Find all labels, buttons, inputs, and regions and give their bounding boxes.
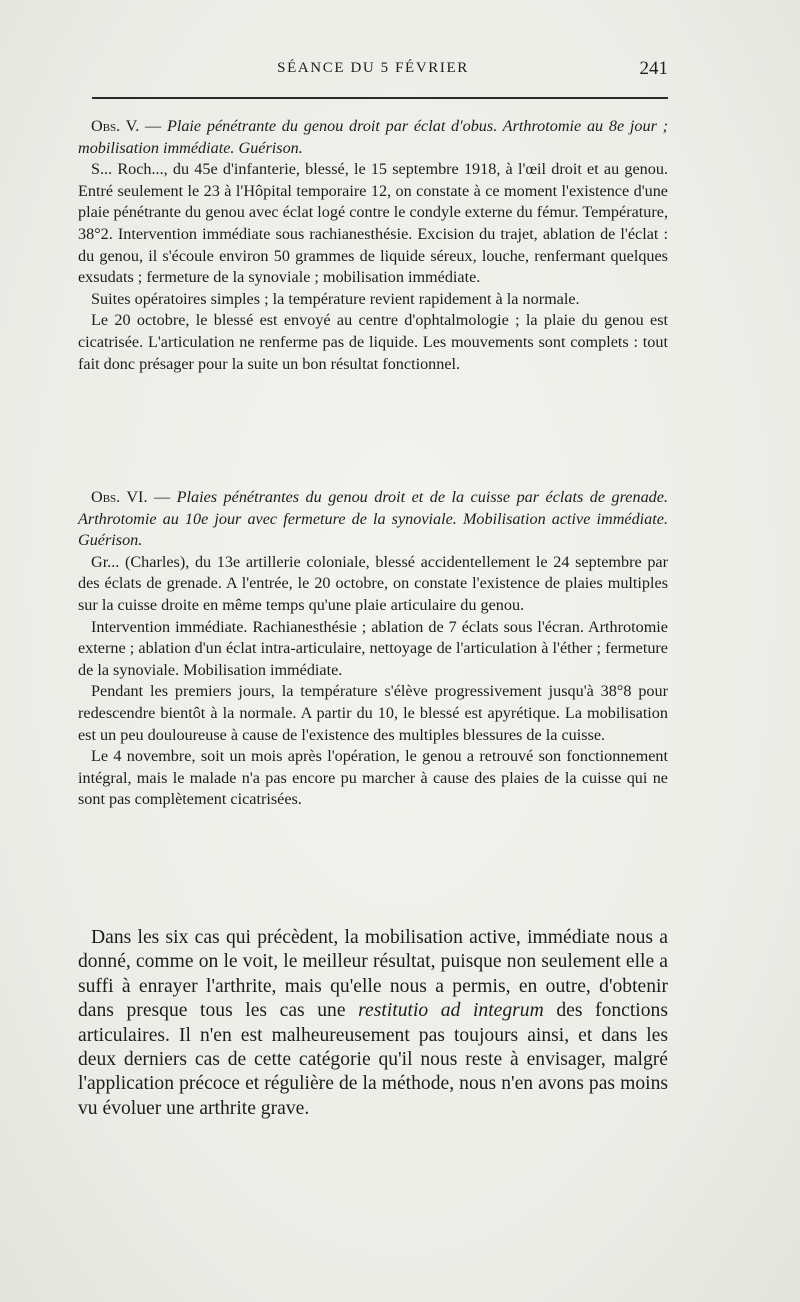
- page-header: [78, 58, 668, 86]
- running-head: SÉANCE DU 5 FÉVRIER: [277, 60, 469, 76]
- observation-vi-title: [78, 487, 668, 552]
- conclusion-latin-phrase: restitutio ad integrum: [358, 1000, 544, 1022]
- header-rule: [92, 97, 668, 99]
- conclusion-text-start: Dans les six cas qui précèdent, la mobilisation active, immédiate nous a donné, comme on le voit, le meilleur résultat, puisque non seulement elle a suffi à enrayer l'arthrite, mais qu'elle nous a permis, en outre, d'obtenir dans presque tous les cas une: [78, 927, 668, 1022]
- observation-v-paragraph: Le 20 octobre, le blessé est envoyé au centre d'ophtalmologie ; la plaie du genou est cicatrisée. L'articulation ne renferme pas de liquide. Les mouvements sont complets : tout fait donc présager pour la suite un bon résultat fonctionnel.: [78, 311, 668, 373]
- observation-vi-paragraph: Le 4 novembre, soit un mois après l'opération, le genou a retrouvé son fonctionnement intégral, mais le malade n'a pas encore pu marcher à cause des plaies de la cuisse qui ne sont pas complètement cicatrisées.: [78, 747, 668, 809]
- observation-vi-paragraph: Pendant les premiers jours, la température s'élève progressivement jusqu'à 38°8 pour redescendre bientôt à la normale. A partir du 10, le blessé est apyrétique. La mobilisation est un peu douloureuse à cause de l'existence des multiples blessures de la cuisse.: [78, 682, 668, 744]
- observation-vi-heading: Plaies pénétrantes du genou droit et de la cuisse par éclats de grenade. Arthrotomie au 10e jour avec fermeture de la synoviale. Mobilisation active immédiate. Guérison.: [78, 488, 668, 550]
- observation-v-heading: Plaie pénétrante du genou droit par éclat d'obus. Arthrotomie au 8e jour ; mobilisation immédiate. Guérison.: [78, 117, 668, 157]
- observation-v-label: Obs. V. —: [91, 117, 162, 135]
- page-number: 241: [639, 58, 668, 79]
- observation-v-title: [78, 116, 668, 159]
- conclusion-paragraph: [78, 926, 668, 1121]
- conclusion-section: [78, 926, 668, 1121]
- conclusion-text-end: des fonctions articulaires. Il n'en est malheureusement pas toujours ainsi, et dans les deux derniers cas de cette catégorie qu'il nous reste à envisager, malgré l'application précoce et régulière de la méthode, nous n'en avons pas moins vu évoluer une arthrite grave.: [78, 1000, 668, 1119]
- observation-vi-label: Obs. VI. —: [91, 488, 171, 506]
- observation-vi-paragraph: Gr... (Charles), du 13e artillerie coloniale, blessé accidentellement le 24 septembre par des éclats de grenade. A l'entrée, le 20 octobre, on constate l'existence de plaies multiples sur la cuisse droite en même temps qu'une plaie articulaire du genou.: [78, 552, 668, 614]
- observation-vi-paragraph: Intervention immédiate. Rachianesthésie ; ablation de 7 éclats sous l'écran. Arthrotomie externe ; ablation d'un éclat intra-articulaire, nettoyage de l'articulation à l'éther ; fermeture de la synoviale. Mobilisation immédiate.: [78, 617, 668, 679]
- observation-vi: [78, 487, 668, 811]
- observation-v: [78, 116, 668, 375]
- observation-v-paragraph: S... Roch..., du 45e d'infanterie, blessé, le 15 septembre 1918, à l'œil droit et au genou. Entré seulement le 23 à l'Hôpital temporaire 12, on constate à ce moment l'existence d'une plaie pénétrante du genou avec éclat logé contre le condyle externe du fémur. Température, 38°2. Intervention immédiate sous rachianesthésie. Excision du trajet, ablation de l'éclat : du genou, il s'écoule environ 50 grammes de liquide séreux, louche, renfermant quelques exsudats ; fermeture de la synoviale ; mobilisation immédiate.: [78, 160, 668, 287]
- observation-v-paragraph: Suites opératoires simples ; la température revient rapidement à la normale.: [91, 289, 580, 308]
